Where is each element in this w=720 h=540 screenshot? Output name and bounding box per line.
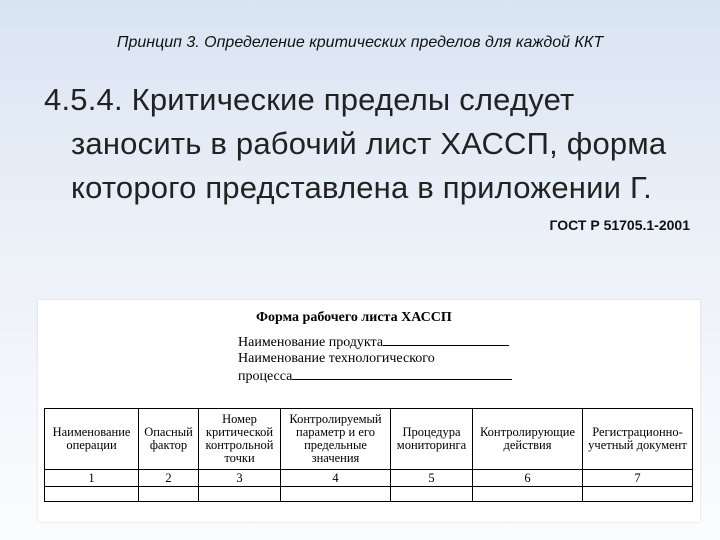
table-cell <box>473 487 583 502</box>
worksheet-form-image <box>38 300 700 522</box>
standard-reference: ГОСТ Р 51705.1-2001 <box>549 217 690 233</box>
table-header-row <box>45 409 693 470</box>
header-hazard-factor: Опасный фактор <box>139 409 199 470</box>
process-blank <box>292 367 512 380</box>
product-name-field <box>238 333 509 351</box>
main-text-line-2: заносить в рабочий лист ХАССП, форма <box>71 126 667 161</box>
column-number: 7 <box>583 470 693 487</box>
process-field <box>238 367 512 385</box>
header-operation-name: Наименование операции <box>45 409 139 470</box>
column-number: 4 <box>281 470 391 487</box>
table-cell <box>45 487 139 502</box>
table-cell <box>583 487 693 502</box>
table-cell <box>281 487 391 502</box>
table-cell <box>139 487 199 502</box>
table-row <box>45 487 693 502</box>
process-name-field <box>238 350 435 367</box>
main-text <box>44 78 704 210</box>
column-number: 5 <box>391 470 473 487</box>
table-cell <box>391 487 473 502</box>
table-cell <box>199 487 281 502</box>
header-monitoring-procedure: Процедура мониторинга <box>391 409 473 470</box>
process-label: процесса <box>238 369 293 384</box>
column-number: 2 <box>139 470 199 487</box>
column-number: 1 <box>45 470 139 487</box>
header-controlled-parameter: Контролируемый параметр и его предельные значения <box>281 409 391 470</box>
header-ccp-number: Номер критической контрольной точки <box>199 409 281 470</box>
column-number: 3 <box>199 470 281 487</box>
form-title: Форма рабочего листа ХАССП <box>256 310 452 325</box>
haccp-worksheet-table <box>44 408 693 502</box>
slide-header: Принцип 3. Определение критических пределов для каждой ККТ <box>116 34 604 51</box>
main-text-line-1: 4.5.4. Критические пределы следует <box>44 82 575 117</box>
column-number: 6 <box>473 470 583 487</box>
product-name-blank <box>383 333 509 346</box>
header-corrective-actions: Контролирующие действия <box>473 409 583 470</box>
main-text-line-3: которого представлена в приложении Г. <box>71 170 652 205</box>
header-registration-document: Регистрационно-учетный документ <box>583 409 693 470</box>
process-name-label: Наименование технологического <box>238 351 435 366</box>
product-name-label: Наименование продукта <box>238 335 384 350</box>
table-number-row <box>45 470 693 487</box>
